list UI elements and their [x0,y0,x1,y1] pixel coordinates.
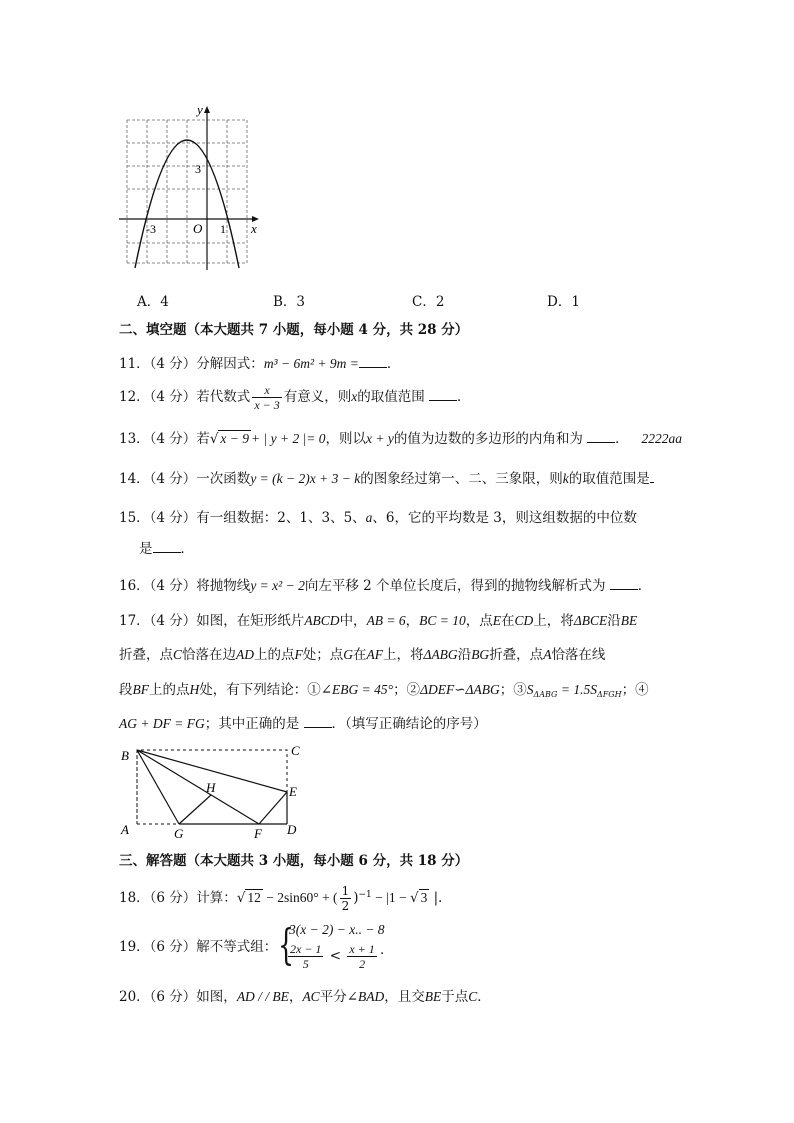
question-19: 19．（6 分）解不等式组： [119,939,278,955]
question-16: 16．（4 分）将抛物线y = x² − 2向左平移 2 个单位长度后，得到的抛物线解析式为 ． [119,578,652,594]
point-label-E: E [289,784,297,799]
point-label-F: F [254,826,262,840]
segment-FE [259,792,287,824]
point-label-G: G [174,826,184,840]
tick-label-neg3: -3 [146,222,156,236]
rectangle-fold-figure [115,740,315,840]
question-15-line2: 是 ． [139,541,194,557]
parabola-graph [115,100,265,275]
question-15: 15．（4 分）有一组数据：2、1、3、5、a、6，它的平均数是 3，则这组数据的中位数 [119,510,637,526]
segment-BF [137,750,259,824]
tick-label-3: 3 [195,162,201,176]
x-axis-label: x [251,221,257,236]
point-label-D: D [287,822,297,837]
question-18: 18．（6 分）计算：√ 12 − 2sin60° + ( $\frac{1}{2}$ )$^{-1}$ − |1 − √ 3 |． [119,884,452,913]
segment-BG [137,750,179,824]
y-axis-arrow [204,106,210,113]
question-17-line4: AG + DF = FG；其中正确的是 ．（填写正确结论的序号） [119,716,487,732]
q19-row2: $\frac{2x - 1}{5}$ < $\frac{x + 1}{2}$ [290,942,375,971]
q19-system-brace: { [278,920,295,969]
point-label-B: B [121,748,129,763]
tick-label-1: 1 [220,222,226,236]
point-label-C: C [291,743,300,758]
q19-row1: 3(x − 2) − x.. − 8 [289,922,385,937]
question-11: 11．（4 分）分解因式：m³ − 6m² + 9m = ． [119,356,401,372]
question-17-line3: 段BF上的点H处，有下列结论：①∠EBG = 45°；②ΔDEF∽ΔABG；$③S_{\Delta ABG} = 1.5S_{\Delta FGH}$；④ [119,682,649,699]
question-17-line1: 17．（4 分）如图，在矩形纸片ABCD中，AB = 6，BC = 10，点E在CD上，将ΔBCE沿BE [119,613,638,629]
section3-heading: 三、解答题（本大题共 3 小题，每小题 6 分，共 18 分） [119,853,469,869]
question-14: 14．（4 分）一次函数y = (k − 2)x + 3 − k的图象经过第一、二、三象限，则k的取值范围是 [119,470,654,488]
q18-half-fraction: $\frac{1}{2}$ [341,884,350,913]
question-17-line2: 折叠，点C恰落在边AD上的点F处；点G在AF上，将ΔABG沿BG折叠，点A恰落在线 [119,647,606,663]
section2-heading: 二、填空题（本大题共 7 小题，每小题 4 分，共 28 分） [119,322,469,338]
q12-fraction: $\frac{x}{x - 3}$ [254,383,280,412]
y-axis-label: y [197,102,203,117]
q10-option-d: D．1 [547,294,580,310]
q10-option-b: B．3 [273,294,306,310]
origin-label: O [193,221,203,236]
question-13: 13．（4 分）若√ x − 9 + | y + 2 |= 0，则以x + y的值为边数的多边形的内角和为 ． 2222aa [119,431,683,447]
graph-grid [127,120,247,263]
question-20: 20．（6 分）如图，AD / / BE，AC平分∠BAD，且交BE于点C． [119,989,491,1005]
q10-option-c: C．2 [412,294,445,310]
question-12: 12．（4 分）若代数式 $\frac{x}{x - 3}$ 有意义，则x的取值范围 ． [119,383,471,412]
parabola-curve [135,140,239,268]
point-label-A: A [121,822,129,837]
segment-GH [179,795,211,824]
point-label-H: H [206,780,216,795]
q19-tail: ． [380,942,394,958]
q10-option-a: A．4 [137,294,169,310]
